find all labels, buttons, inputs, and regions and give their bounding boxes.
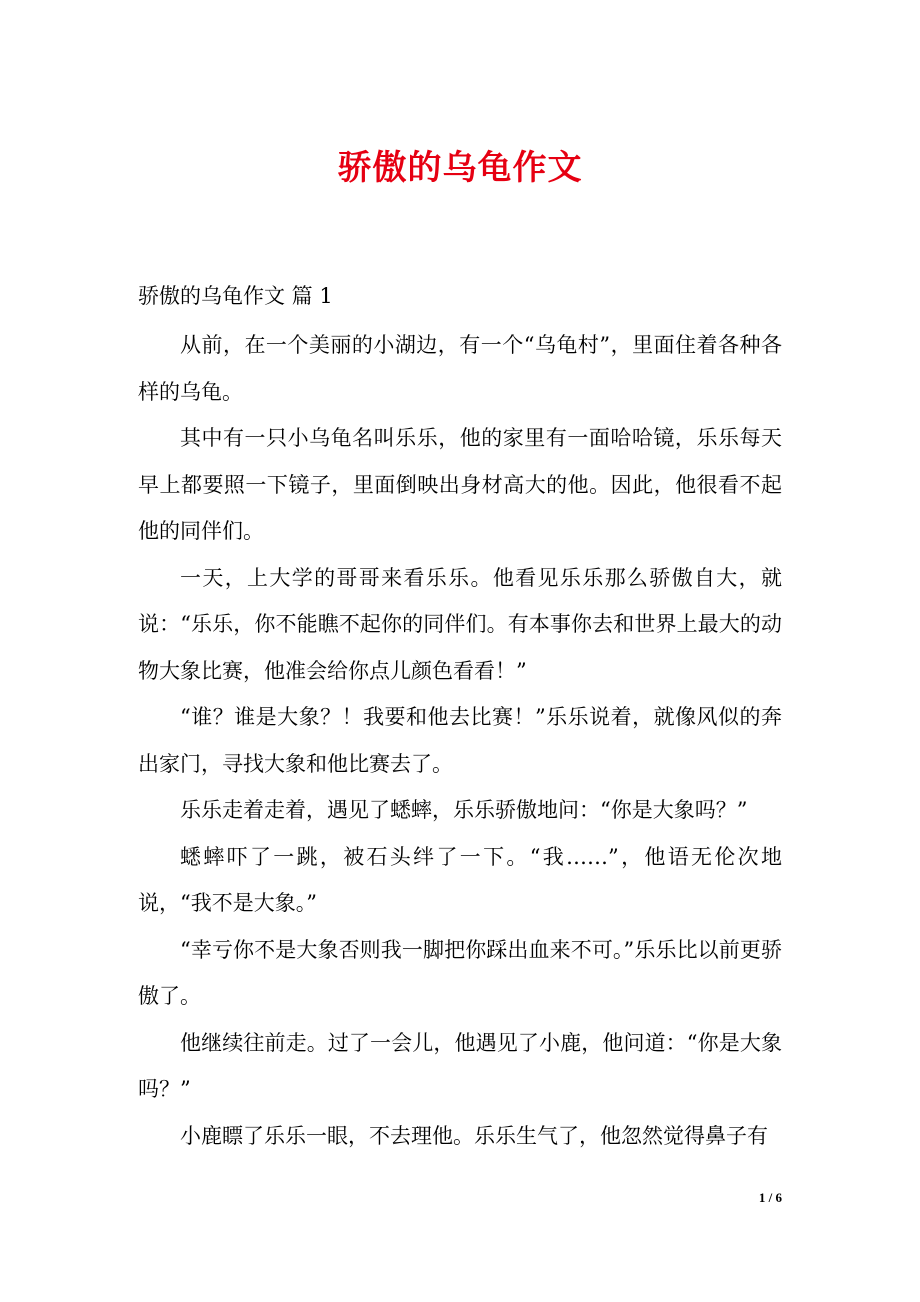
page-number: 1 / 6 [758, 1190, 782, 1205]
paragraph-3: 一天，上大学的哥哥来看乐乐。他看见乐乐那么骄傲自大，就说：“乐乐，你不能瞧不起你的同伴们。有本事你去和世界上最大的动物大象比赛，他准会给你点儿颜色看看！” [138, 565, 782, 683]
paragraph-9: 小鹿瞟了乐乐一眼，不去理他。乐乐生气了，他忽然觉得鼻子有 [180, 1123, 768, 1148]
paragraph-7: “幸亏你不是大象否则我一脚把你踩出血来不可。”乐乐比以前更骄傲了。 [138, 937, 782, 1008]
paragraph-1: 从前，在一个美丽的小湖边，有一个“乌龟村”，里面住着各种各样的乌龟。 [138, 333, 782, 404]
section-heading: 骄傲的乌龟作文 篇 1 [138, 284, 333, 308]
document-body [138, 276, 782, 1159]
document-title: 骄傲的乌龟作文 [337, 148, 583, 188]
paragraph-4: “谁？谁是大象？！我要和他去比赛！”乐乐说着，就像风似的奔出家门，寻找大象和他比赛去了。 [138, 705, 782, 776]
paragraph-5: 乐乐走着走着，遇见了蟋蟀，乐乐骄傲地问：“你是大象吗？” [180, 798, 748, 822]
paragraph-6: 蟋蟀吓了一跳，被石头绊了一下。“我……”，他语无伦次地说，“我不是大象。” [138, 844, 782, 915]
paragraph-8: 他继续往前走。过了一会儿，他遇见了小鹿，他问道：“你是大象吗？” [138, 1030, 782, 1101]
paragraph-2: 其中有一只小乌龟名叫乐乐，他的家里有一面哈哈镜，乐乐每天早上都要照一下镜子，里面倒映出身材高大的他。因此，他很看不起他的同伴们。 [138, 426, 782, 543]
